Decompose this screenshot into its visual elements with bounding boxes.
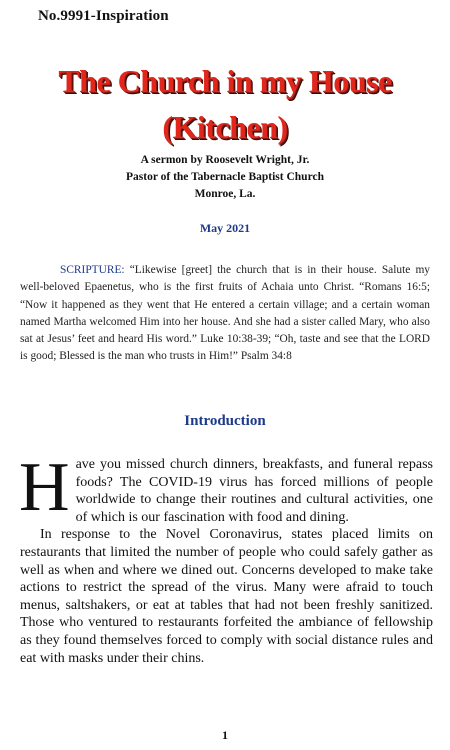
location: Monroe, La. [194,188,256,200]
drop-cap: H [19,449,70,526]
scripture-block [20,262,430,366]
introduction-body [19,449,433,667]
page-number: 1 [222,728,228,742]
sermon-date: May 2021 [199,221,251,235]
paragraph-1 [19,449,433,526]
title-line-1: The Church in my House [58,63,392,99]
credits [0,152,450,203]
introduction-heading: Introduction [184,413,266,429]
scripture-label: SCRIPTURE: [60,264,125,276]
paragraph-1-text: ave you missed church dinners, breakfasts, and funeral repass foods? The COVID-19 virus has forced millions of people worldwide to change their routines and cultural activities, one of which is our fascination with food and dining. [75,457,433,525]
byline: A sermon by Roosevelt Wright, Jr. [140,154,310,166]
scripture-text: “Likewise [greet] the church that is in their house. Salute my well-beloved Epaenetus, who is the first fruits of Achaia unto Christ. “Romans 16:5; “Now it happened as they went that He entered a certain village; and a certain woman named Martha welcomed Him into her house. And she had a sister called Mary, who also sat at Jesus’ feet and heard His word.” Luke 10:38-39; “Oh, taste and see that the LORD is good; Blessed is the man who trusts in Him!” Psalm 34:8 [20,264,430,363]
pastor-position: Pastor of the Tabernacle Baptist Church [126,171,324,183]
sermon-number: No.9991-Inspiration [38,8,169,24]
paragraph-2: In response to the Novel Coronavirus, states placed limits on restaurants that limited the number of people who could safely gather as well as when and where we dined out. Concerns developed to make take actions to restrict the spread of the virus. Many were afraid to touch menus, saltshakers, or eat at tables that had not been freshly sanitized. Those who ventured to restaurants forfeited the ambiance of fellowship as they found themselves forced to comply with social distance rules and eat with masks under their chins. [20,527,433,666]
title-line-2: (Kitchen) [162,109,288,145]
